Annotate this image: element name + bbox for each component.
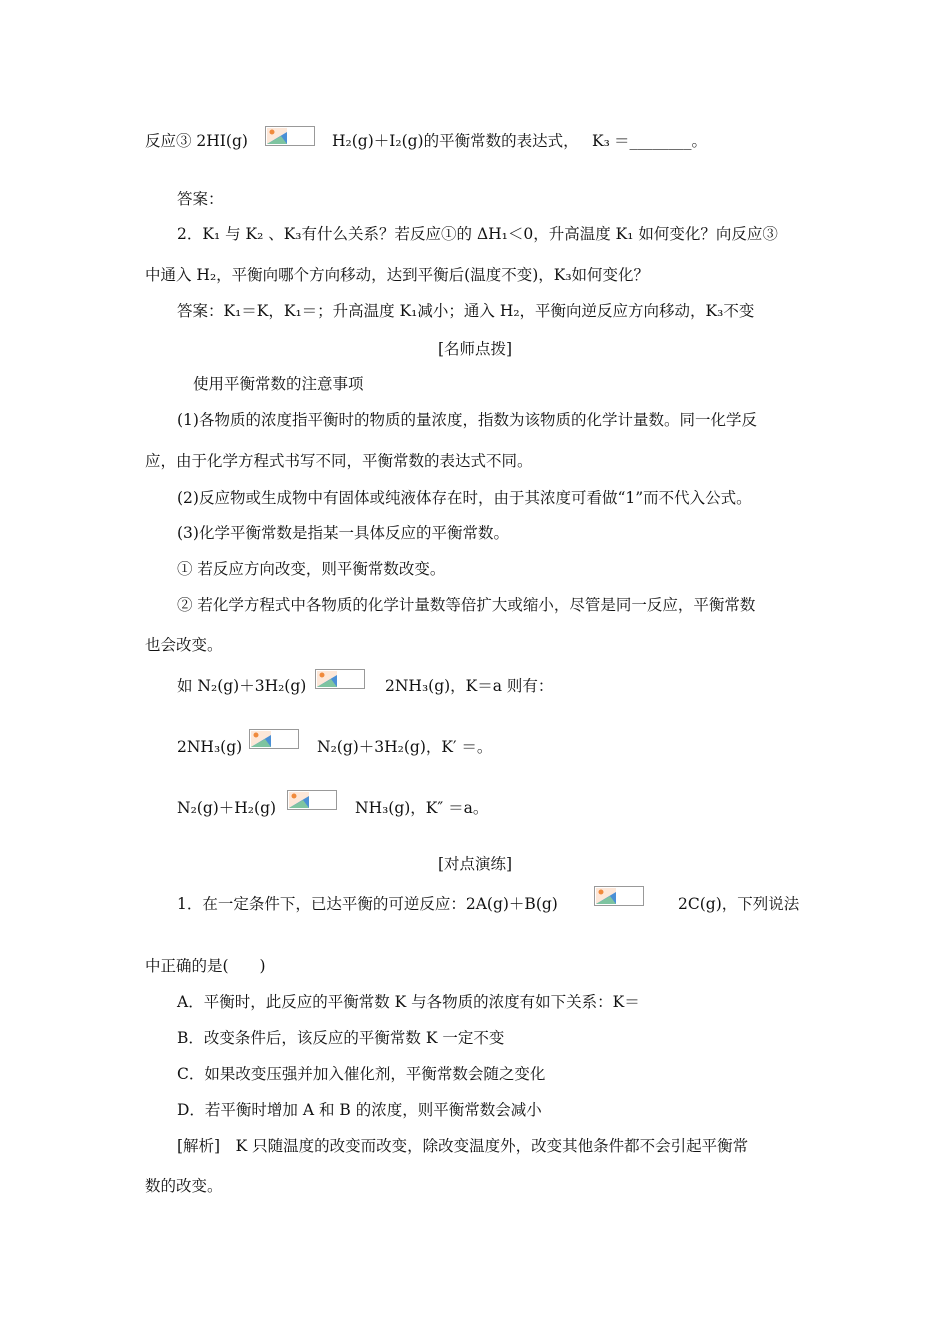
tip-3a: ① 若反应方向改变，则平衡常数改变。	[177, 560, 446, 578]
answer-2: 答案：K₁＝K，K₁＝；升高温度 K₁减小；通入 H₂，平衡向逆反应方向移动，K₃不变	[177, 302, 755, 320]
tip-3b-line2: 也会改变。	[145, 636, 223, 654]
equilibrium-arrow-image	[249, 729, 299, 749]
equilibrium-arrow-image	[315, 669, 365, 689]
example-2-left: 2NH₃(g)	[177, 738, 243, 756]
tip-1-line2: 应，由于化学方程式书写不同，平衡常数的表达式不同。	[145, 452, 533, 470]
tip-3b-line1: ② 若化学方程式中各物质的化学计量数等倍扩大或缩小，尽管是同一反应，平衡常数	[177, 596, 756, 614]
equilibrium-arrow-image	[265, 126, 315, 146]
tip-2: (2)反应物或生成物中有固体或纯液体存在时，由于其浓度可看做“1”而不代入公式。	[177, 489, 752, 507]
equilibrium-arrow-image	[594, 886, 644, 906]
practice-q1-right: 2C(g)，下列说法	[678, 895, 800, 913]
q-k3-prefix: 反应③ 2HI(g)	[145, 132, 248, 150]
example-2-right: N₂(g)＋3H₂(g)，K′ ＝。	[317, 738, 493, 756]
option-d: D．若平衡时增加 A 和 B 的浓度，则平衡常数会减小	[177, 1101, 542, 1119]
option-a: A．平衡时，此反应的平衡常数 K 与各物质的浓度有如下关系：K＝	[177, 993, 640, 1011]
practice-heading: [对点演练]	[437, 855, 513, 873]
question-2-line2: 中通入 H₂，平衡向哪个方向移动，达到平衡后(温度不变)，K₃如何变化？	[145, 266, 650, 284]
practice-q1-left: 1．在一定条件下，已达平衡的可逆反应：2A(g)＋B(g)	[177, 895, 558, 913]
question-2-line1: 2．K₁ 与 K₂ 、K₃有什么关系？若反应①的 ΔH₁＜0，升高温度 K₁ 如何变化？向反应③	[177, 225, 778, 243]
tips-heading: [名师点拨]	[437, 340, 513, 358]
q-k3-k: K₃	[592, 132, 610, 150]
example-1-left: 如 N₂(g)＋3H₂(g)	[177, 677, 307, 695]
example-1-right: 2NH₃(g)，K＝a 则有：	[385, 677, 554, 695]
example-3-left: N₂(g)＋H₂(g)	[177, 799, 277, 817]
tip-3: (3)化学平衡常数是指某一具体反应的平衡常数。	[177, 524, 509, 542]
tip-1-line1: (1)各物质的浓度指平衡时的物质的量浓度，指数为该物质的化学计量数。同一化学反	[177, 411, 757, 429]
analysis-line1: [解析] K 只随温度的改变而改变，除改变温度外，改变其他条件都不会引起平衡常	[177, 1137, 749, 1155]
example-3-right: NH₃(g)，K″ ＝a。	[355, 799, 489, 817]
answer-1: 答案：	[177, 190, 224, 208]
option-b: B．改变条件后，该反应的平衡常数 K 一定不变	[177, 1029, 505, 1047]
tips-subtitle: 使用平衡常数的注意事项	[193, 375, 364, 393]
q-k3-blank: ＝________。	[614, 132, 708, 150]
option-c: C．如果改变压强并加入催化剂，平衡常数会随之变化	[177, 1065, 546, 1083]
analysis-line2: 数的改变。	[145, 1177, 223, 1195]
practice-q1-line2: 中正确的是( )	[145, 957, 266, 975]
equilibrium-arrow-image	[287, 790, 337, 810]
q-k3-products: H₂(g)＋I₂(g)的平衡常数的表达式，	[332, 132, 579, 150]
